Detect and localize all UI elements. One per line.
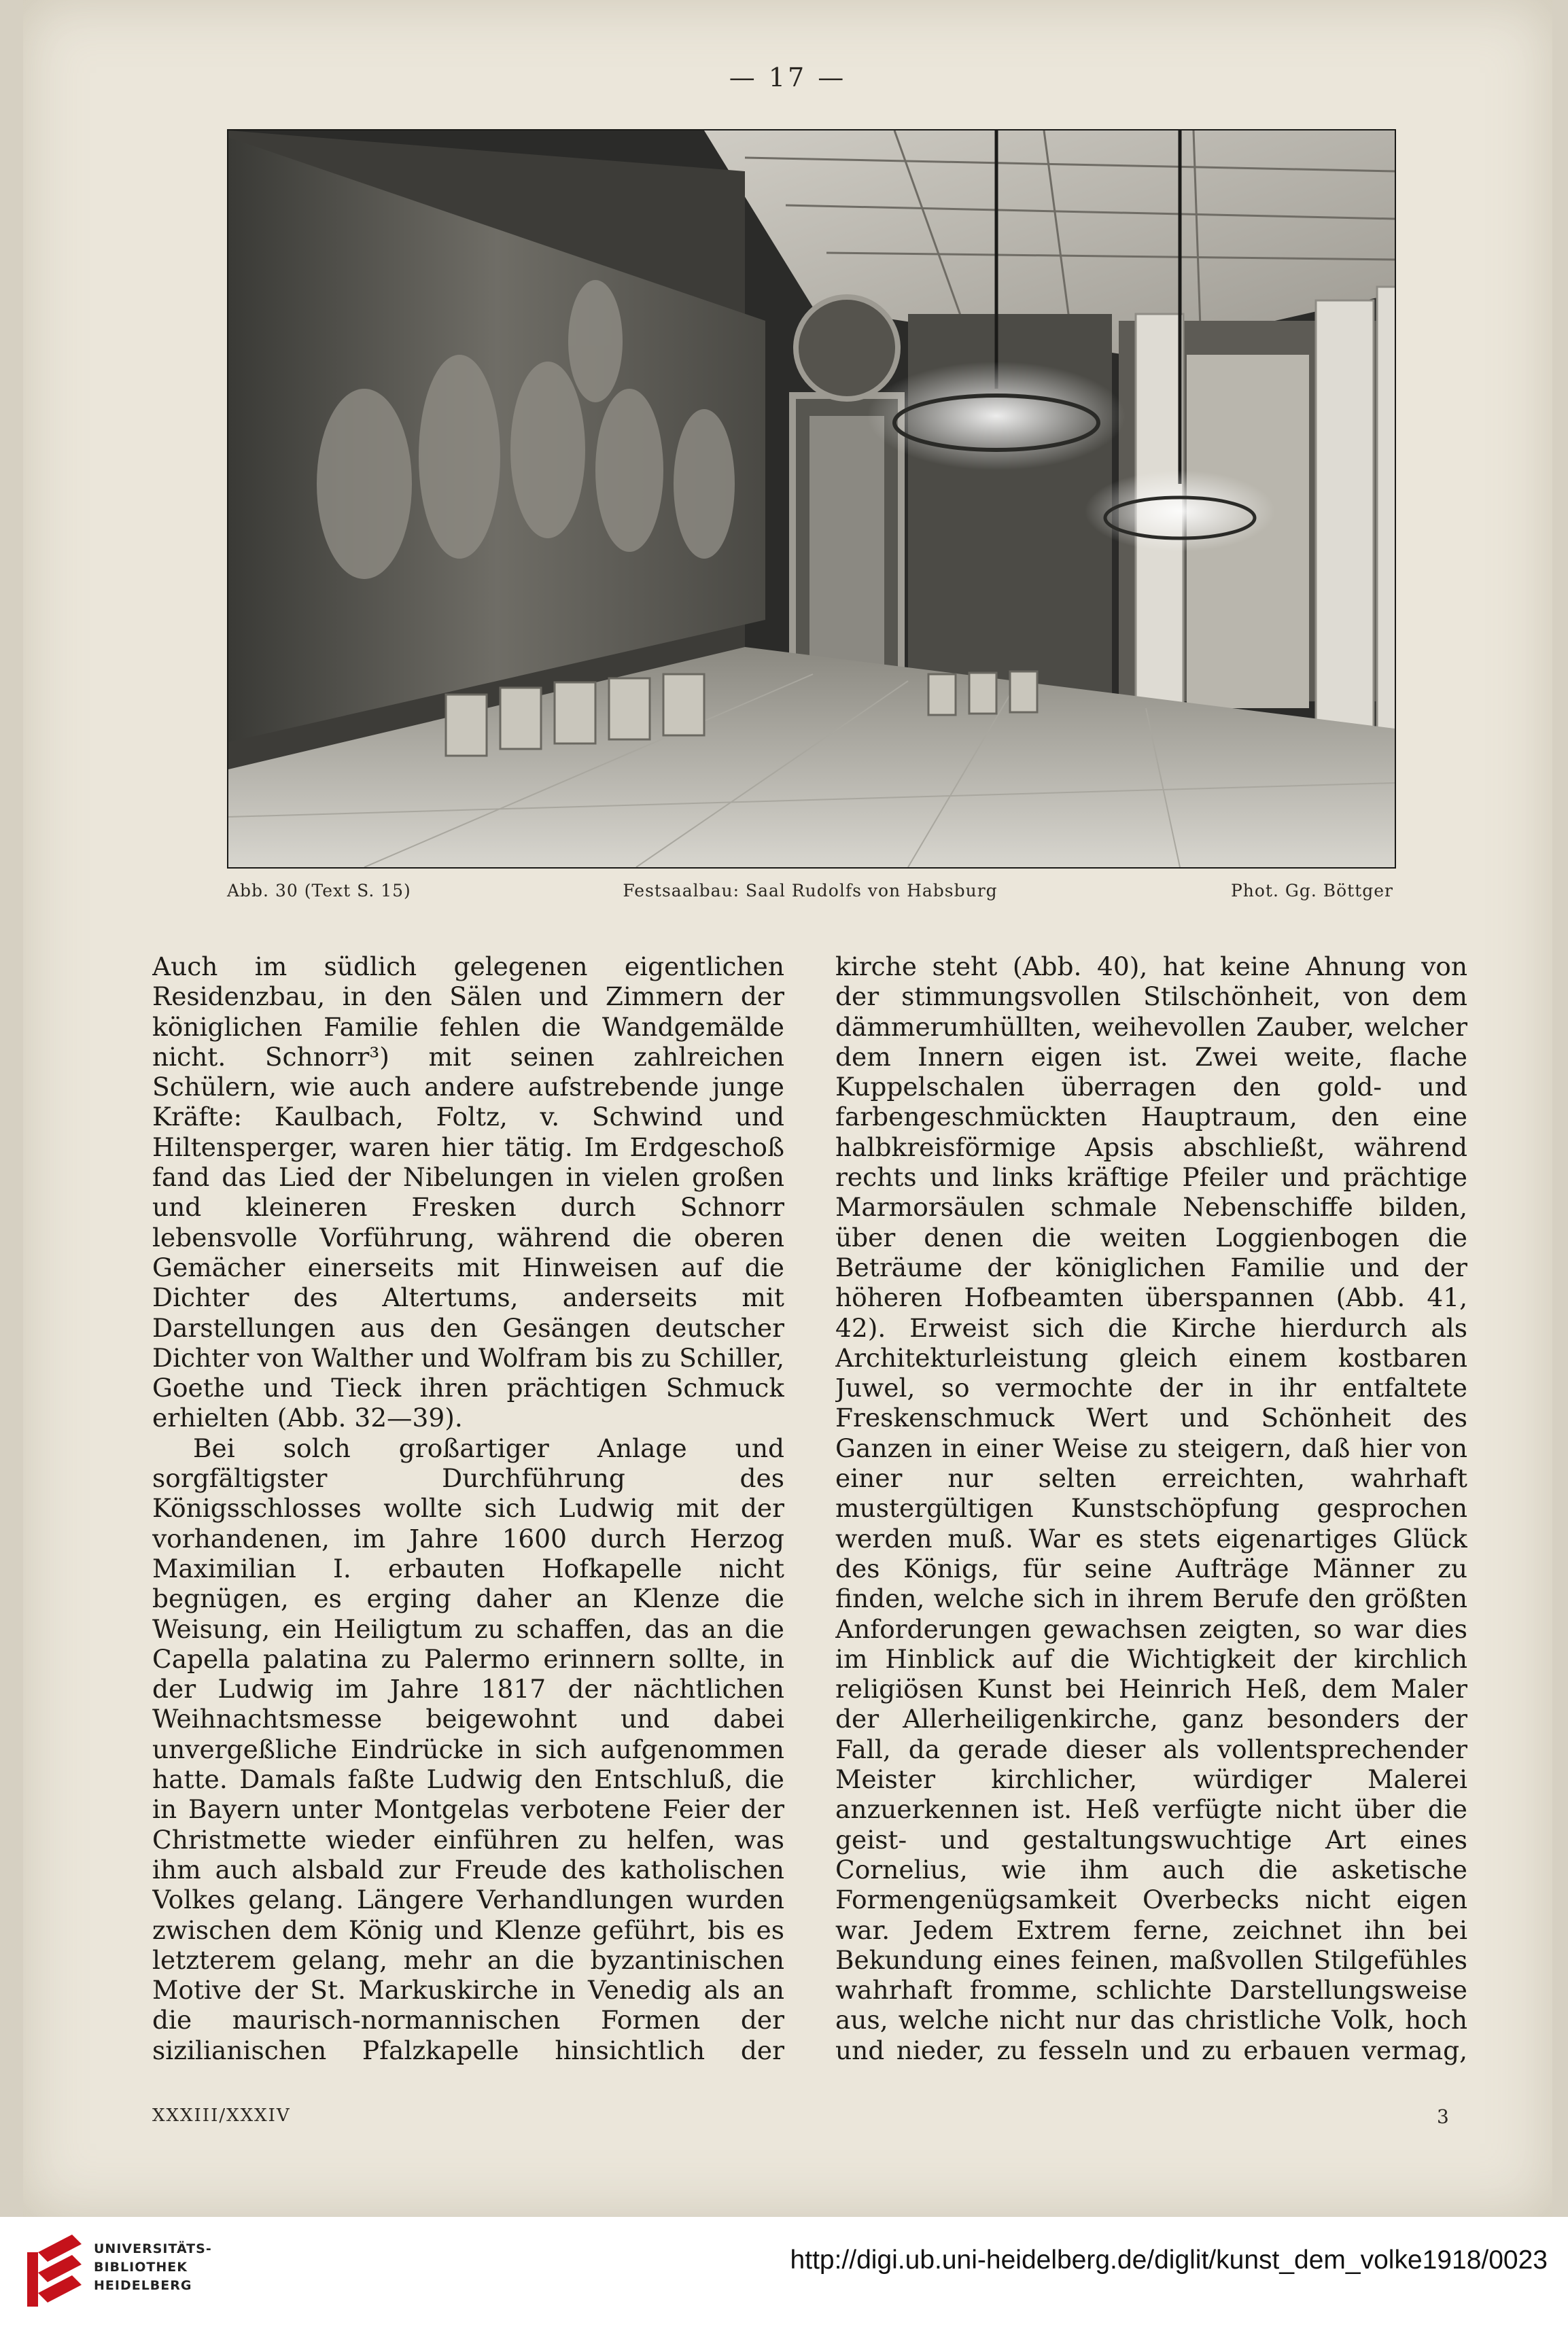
figure-caption [227,881,1393,913]
text-column-right [835,951,1467,2066]
paragraph: Bei solch großartiger Anlage und sorgfältigster Durchführung des Königsschlosses wollte sich Ludwig mit der vorhandenen, im Jahre 1600 durch Herzog Maximilian I. erbauten Hofkapelle nicht begnügen, es erging daher an Klenze die Weisung, ein Heiligtum zu schaffen, das an die Capella palatina zu Palermo erinnern sollte, in der Ludwig im Jahre 1817 der nächtlichen Weihnachtsmesse beigewohnt und dabei unvergeßliche Eindrücke in sich aufgenommen hatte. Damals faßte Ludwig den Entschluß, die in Bayern unter Montgelas verbotene Feier der Christmette wieder einführen zu helfen, was ihm auch alsbald zur Freude des katholischen Volkes gelang. Längere Verhandlungen wurden zwischen dem König und Klenze geführt, bis es letzterem gelang, mehr an die byzantinischen Motive der St. Markuskirche in Venedig als an die maurisch-normannischen Formen der sizilianischen Pfalzkapelle hinsichtlich der [152,1433,784,2065]
printer-signature: XXXIII/XXXIV [152,2105,291,2126]
university-library-logo-icon [24,2232,86,2311]
sheet-number: 3 [1437,2105,1449,2128]
photo-festsaal-rudolf-von-habsburg [227,129,1396,869]
library-name-line: UNIVERSITÄTS- [94,2241,212,2256]
caption-photo-credit: Phot. Gg. Böttger [1230,881,1393,900]
library-name-line: BIBLIOTHEK [94,2260,188,2275]
digital-copy-url[interactable]: http://digi.ub.uni-heidelberg.de/diglit/kunst_dem_volke1918/0023 [790,2245,1548,2275]
library-footer-bar [0,2217,1568,2327]
library-name-line: HEIDELBERG [94,2278,192,2293]
hall-photograph [228,130,1395,867]
caption-figure-reference: Abb. 30 (Text S. 15) [227,881,411,900]
library-name [94,2240,212,2295]
paragraph: kirche steht (Abb. 40), hat keine Ahnung von der stimmungsvollen Stilschönheit, von dem dämmerumhüllten, weihevollen Zauber, welcher dem Innern eigen ist. Zwei weite, flache Kuppelschalen überragen den gold- und farbengeschmückten Hauptraum, den eine halbkreisförmige Apsis abschließt, während rechts und links kräftige Pfeiler und prächtige Marmorsäulen schmale Nebenschiffe bilden, über denen die weiten Loggienbogen die Beträume der königlichen Familie und der höheren Hofbeamten überspannen (Abb. 41, 42). Erweist sich die Kirche hierdurch als Architekturleistung gleich einem kostbaren Juwel, so vermochte der in ihr entfaltete Freskenschmuck Wert und Schönheit des Ganzen in einer Weise zu steigern, daß hier von einer nur selten erreichten, wahrhaft mustergültigen Kunstschöpfung gesprochen werden muß. War es stets eigenartiges Glück des Königs, für seine Aufträge Männer zu finden, welche sich in ihrem Berufe den größten Anforderungen gewachsen zeigten, so war dies im Hinblick auf die Wichtigkeit der kirchlich religiösen Kunst bei Heinrich Heß, dem Maler der Allerheiligenkirche, ganz besonders der Fall, da gerade dieser als vollentsprechender Meister kirchlicher, würdiger Malerei anzuerkennen ist. Heß verfügte nicht über die geist- und gestaltungswuchtige Art eines Cornelius, wie ihm auch die asketische Formengenügsamkeit Overbecks nicht eigen war. Jedem Extrem ferne, zeichnet ihn bei Bekundung eines feinen, maßvollen Stilgefühles wahrhaft fromme, schlichte Darstellungsweise aus, welche nicht nur das christliche Volk, hoch und nieder, zu fesseln und zu erbauen vermag, [835,951,1467,2065]
paragraph: Auch im südlich gelegenen eigentlichen Residenzbau, in den Sälen und Zimmern der königlichen Familie fehlen die Wandgemälde nicht. Schnorr³) mit seinen zahlreichen Schülern, wie auch andere aufstrebende junge Kräfte: Kaulbach, Foltz, v. Schwind und Hiltensperger, waren hier tätig. Im Erdgeschoß fand das Lied der Nibelungen in vielen großen und kleineren Fresken durch Schnorr lebensvolle Vorführung, während die oberen Gemächer einerseits mit Hinweisen auf die Dichter des Altertums, anderseits mit Darstellungen aus den Gesängen deutscher Dichter von Walther und Wolfram bis zu Schiller, Goethe und Tieck ihren prächtigen Schmuck erhielten (Abb. 32—39). [152,951,784,1433]
round-medallion [796,297,898,399]
chandelier-left [867,362,1126,470]
text-column-left [152,951,784,2066]
caption-title: Festsaalbau: Saal Rudolfs von Habsburg [623,881,998,900]
page-number: — 17 — [729,63,847,92]
book-page [23,0,1552,2217]
